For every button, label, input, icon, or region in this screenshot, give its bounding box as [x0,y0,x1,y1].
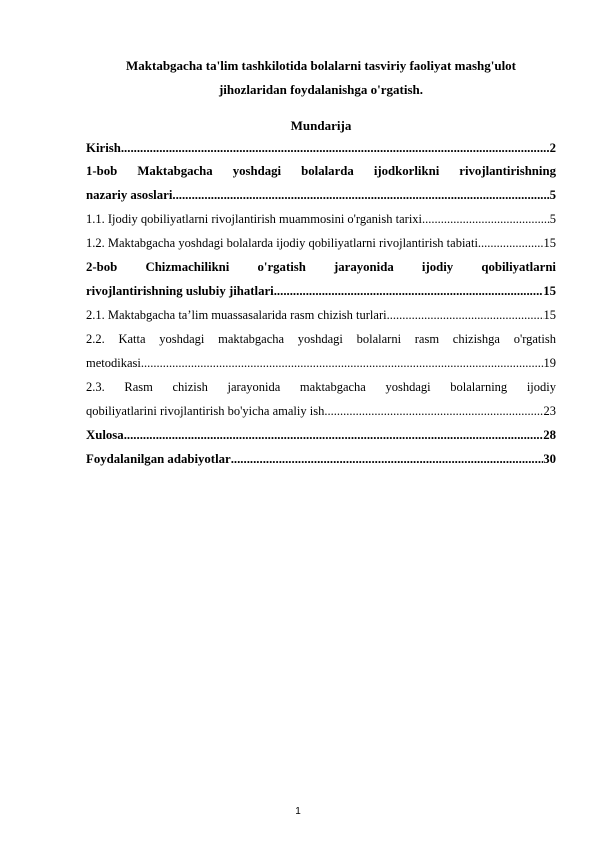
toc-leader [124,427,544,443]
toc-entry-1-2 [86,235,556,251]
toc-entry-1-1 [86,211,556,227]
document-title-line-2: jihozlaridan foydalanishga o'rgatish. [218,82,424,97]
toc-entry-text: nazariy asoslari [86,188,173,202]
toc-entry-text: rivojlantirishning uslubiy jihatlari [86,284,274,298]
toc-entry-page: 28 [543,428,556,442]
toc-entry-page: 15 [543,284,556,298]
toc-entry-text: metodikasi [86,356,141,370]
toc-leader [121,140,550,156]
toc-leader [478,235,544,251]
toc-entry-text: Foydalanilgan adabiyotlar [86,452,231,466]
toc-entry-2-2-line2 [86,355,556,371]
toc-entry-page: 2 [549,141,556,155]
toc-leader [422,211,550,227]
toc-entry-text: 1.1. Ijodiy qobiliyatlarni rivojlantirish muammosini o'rganish tarixi [86,212,423,226]
toc-entry-bob1-line1: 1-bob Maktabgacha yoshdagi bolalarda ijodkorlikni rivojlantirishning [86,164,556,178]
page-number: 1 [295,806,301,817]
toc-entry-2-3-line2 [86,403,556,419]
toc-entry-page: 15 [543,236,556,250]
toc-entry-xulosa [86,427,556,443]
toc-entry-text: Kirish [86,141,121,155]
toc-leader [172,187,549,203]
toc-entry-2-3-line1: 2.3. Rasm chizish jarayonida maktabgacha yoshdagi bolalarning ijodiy [86,380,556,394]
toc-entry-page: 5 [549,188,556,202]
toc-entry-page: 30 [543,452,556,466]
toc-entry-bob2-line2 [86,283,556,299]
toc-leader [387,307,544,323]
toc-leader [141,355,544,371]
toc-heading: Mundarija [290,118,352,133]
toc-entry-kirish [86,140,556,156]
toc-entry-adabiyotlar [86,451,556,467]
toc-entry-2-1 [86,307,556,323]
toc-entry-bob1-line2 [86,187,556,203]
toc-entry-text: Xulosa [86,428,124,442]
toc-leader [231,451,544,467]
toc-entry-page: 5 [549,212,556,226]
toc-leader [324,403,543,419]
toc-leader [274,283,543,299]
toc-entry-bob2-line1: 2-bob Chizmachilikni o'rgatish jarayonida ijodiy qobiliyatlarni [86,260,556,274]
toc-entry-2-2-line1: 2.2. Katta yoshdagi maktabgacha yoshdagi bolalarni rasm chizishga o'rgatish [86,332,556,346]
toc-entry-page: 15 [543,308,556,322]
toc-entry-text: qobiliyatlarini rivojlantirish bo'yicha amaliy ish [86,404,325,418]
toc-entry-text: 2.1. Maktabgacha ta’lim muassasalarida rasm chizish turlari [86,308,387,322]
toc-entry-page: 23 [543,404,556,418]
document-title-line-1: Maktabgacha ta'lim tashkilotida bolalarni tasviriy faoliyat mashg'ulot [125,58,517,73]
toc-entry-page: 19 [543,356,556,370]
toc-entry-text: 1.2. Maktabgacha yoshdagi bolalarda ijodiy qobiliyatlarni rivojlantirish tabiati [86,236,478,250]
